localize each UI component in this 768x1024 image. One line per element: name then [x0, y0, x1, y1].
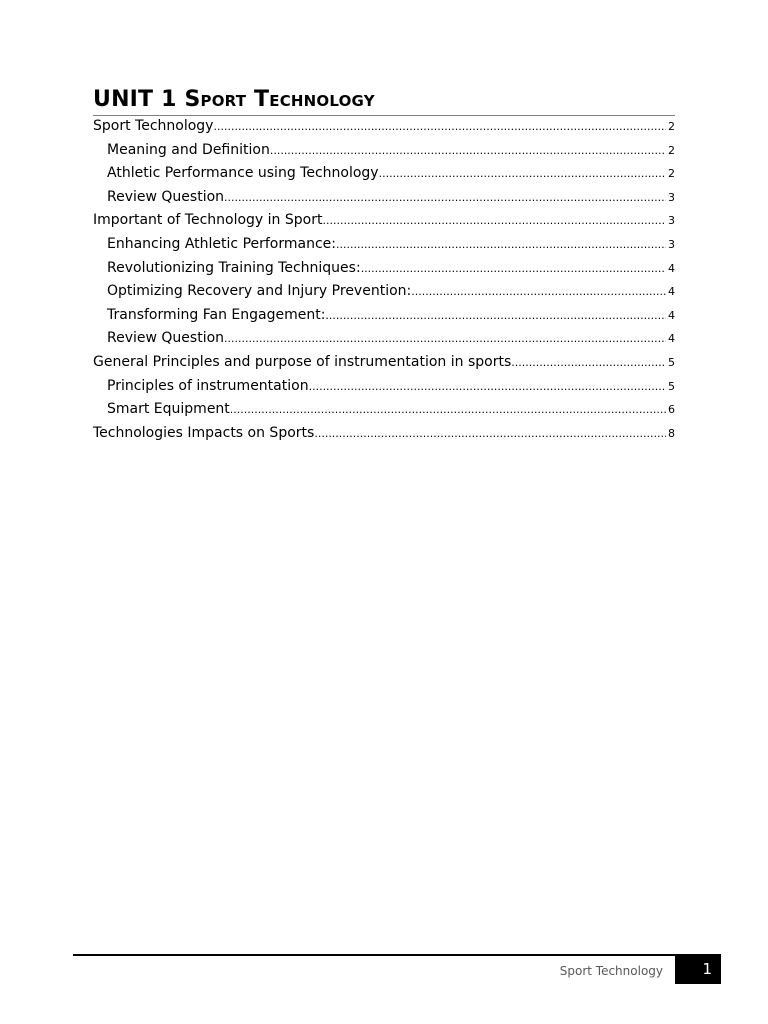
toc-entry-page: 4 — [668, 332, 675, 346]
toc-entry-page: 5 — [668, 379, 675, 393]
toc-dot-leader — [230, 398, 666, 422]
toc-entry-page: 3 — [668, 214, 675, 228]
toc-entry-text: Enhancing Athletic Performance: — [107, 235, 336, 252]
toc-entry-text: Sport Technology — [93, 118, 214, 134]
toc-entry[interactable] — [93, 398, 675, 422]
toc-entry-text: Revolutionizing Training Techniques: — [107, 259, 361, 276]
toc-dot-leader — [361, 257, 666, 281]
toc-entry-text: Optimizing Recovery and Injury Prevention: — [107, 283, 412, 300]
toc-dot-leader — [309, 375, 666, 399]
toc-entry-text: Principles of instrumentation — [107, 377, 309, 394]
footer-divider — [73, 954, 721, 956]
toc-dot-leader — [224, 327, 666, 351]
toc-entry-text: General Principles and purpose of instrumentation in sports — [93, 353, 512, 370]
toc-dot-leader — [336, 233, 666, 257]
toc-entry[interactable] — [93, 233, 675, 257]
toc-entry-page: 4 — [668, 308, 675, 322]
toc-entry-page: 3 — [668, 190, 675, 204]
toc-dot-leader — [379, 162, 666, 186]
toc-entry[interactable] — [93, 375, 675, 399]
toc-entry-text: Review Question — [107, 188, 225, 205]
toc-entry[interactable] — [93, 422, 675, 446]
toc-dot-leader — [314, 422, 666, 446]
toc-entry[interactable] — [93, 304, 675, 328]
toc-entry[interactable] — [93, 162, 675, 186]
toc-entry-page: 2 — [668, 143, 675, 157]
footer-page-number: 1 — [675, 955, 721, 984]
page-title: UNIT 1 Sport Technology — [93, 86, 675, 116]
toc-entry[interactable] — [93, 186, 675, 210]
toc-entry-text: Athletic Performance using Technology — [107, 165, 379, 182]
toc-entry-page: 3 — [668, 237, 675, 251]
toc-entry[interactable] — [93, 327, 675, 351]
footer-label: Sport Technology — [559, 964, 663, 978]
toc-dot-leader — [322, 209, 666, 233]
toc-dot-leader — [270, 139, 666, 163]
toc-entry-page: 4 — [668, 285, 675, 299]
toc-entry[interactable] — [93, 257, 675, 281]
toc-entry-page: 5 — [668, 355, 675, 369]
toc-entry[interactable] — [93, 115, 675, 139]
toc-entry[interactable] — [93, 280, 675, 304]
toc-dot-leader — [325, 304, 666, 328]
toc-entry[interactable] — [93, 209, 675, 233]
toc-entry-text: Review Question — [107, 330, 225, 347]
toc-entry-text: Important of Technology in Sport — [93, 212, 323, 229]
toc-entry[interactable] — [93, 139, 675, 163]
toc-dot-leader — [213, 115, 666, 139]
toc-entry-page: 8 — [668, 426, 675, 440]
toc-entry-text: Meaning and Definition — [107, 141, 270, 158]
table-of-contents — [93, 115, 675, 445]
toc-entry-text: Technologies Impacts on Sports — [93, 424, 315, 441]
toc-entry-page: 2 — [668, 120, 675, 133]
toc-entry[interactable] — [93, 351, 675, 375]
toc-dot-leader — [411, 280, 666, 304]
toc-dot-leader — [511, 351, 666, 375]
toc-entry-page: 4 — [668, 261, 675, 275]
toc-entry-page: 2 — [668, 167, 675, 181]
toc-entry-page: 6 — [668, 403, 675, 417]
toc-entry-text: Smart Equipment — [107, 401, 230, 418]
toc-dot-leader — [224, 186, 666, 210]
toc-entry-text: Transforming Fan Engagement: — [107, 306, 326, 323]
